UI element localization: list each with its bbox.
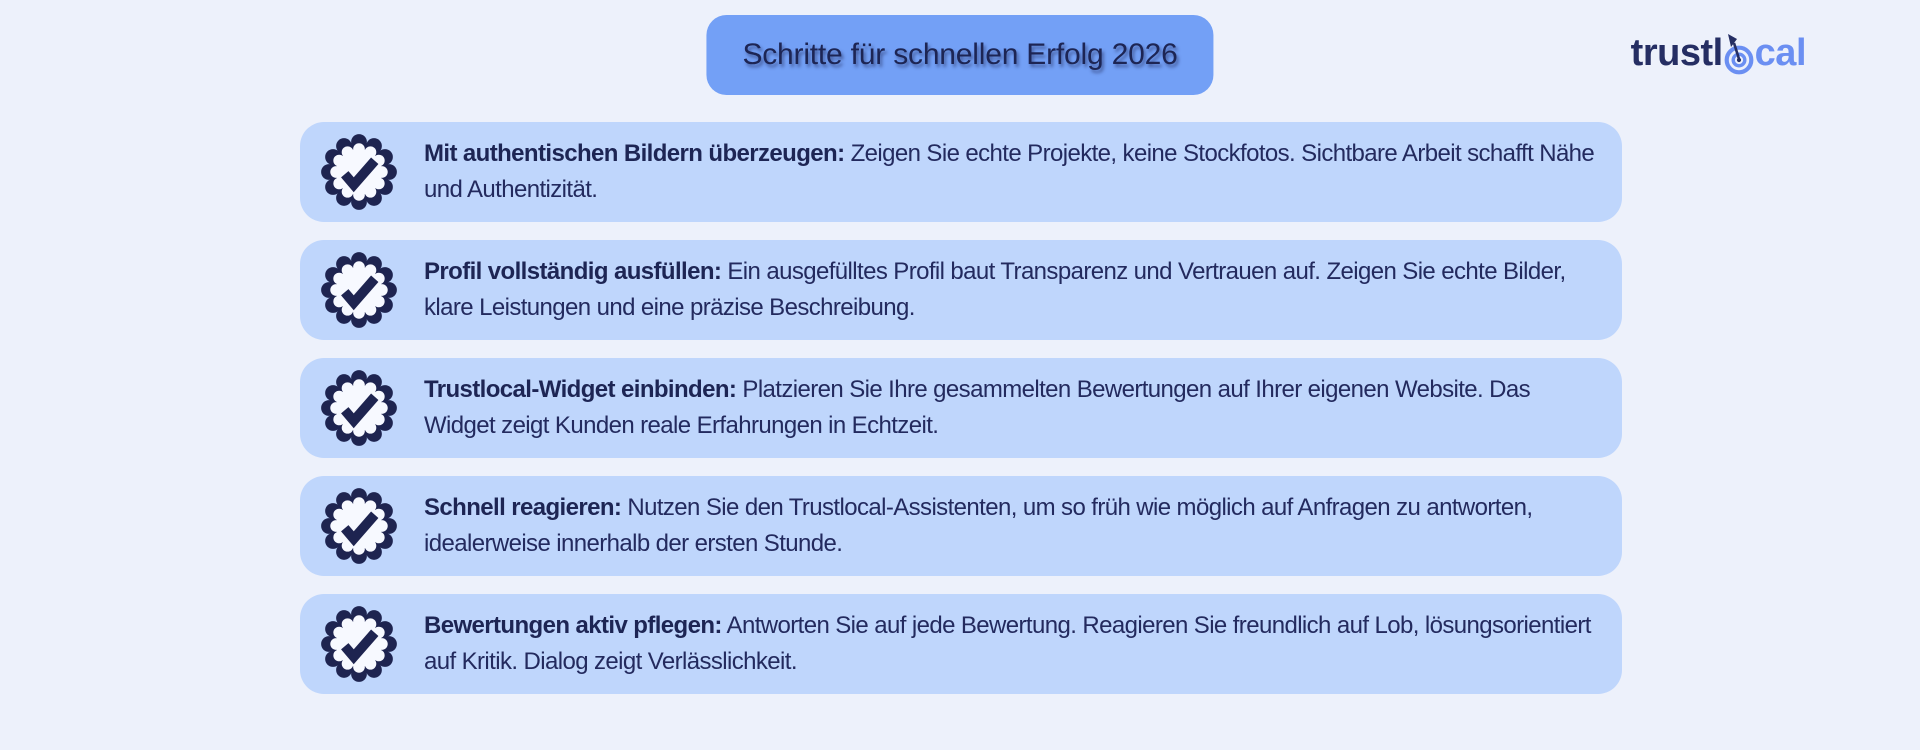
verified-badge-icon xyxy=(320,133,398,211)
tip-card-react-fast xyxy=(300,476,1622,576)
tip-description: Ein ausgefülltes Profil baut Transparenz und Vertrauen auf. Zeigen Sie echte Bilder, klare Leistungen und eine präzise Beschreibung. xyxy=(424,258,1566,321)
tip-description: Zeigen Sie echte Projekte, keine Stockfotos. Sichtbare Arbeit schafft Nähe und Authentizität. xyxy=(424,140,1595,203)
tip-text xyxy=(424,608,1604,680)
tip-text xyxy=(424,254,1604,326)
tip-card-widget xyxy=(300,358,1622,458)
tip-card-authentic-images xyxy=(300,122,1622,222)
tip-card-list xyxy=(300,122,1622,712)
tip-card-complete-profile xyxy=(300,240,1622,340)
page-title: Schritte für schnellen Erfolg 2026 xyxy=(742,38,1178,71)
title-banner xyxy=(706,15,1213,95)
tip-text xyxy=(424,136,1604,208)
verified-badge-icon xyxy=(320,251,398,329)
verified-badge-icon xyxy=(320,487,398,565)
logo-text-right: cal xyxy=(1754,32,1806,74)
tip-card-maintain-reviews xyxy=(300,594,1622,694)
tip-title: Trustlocal-Widget einbinden: xyxy=(424,376,737,403)
logo-text-left: trustl xyxy=(1630,32,1723,74)
tip-title: Profil vollständig ausfüllen: xyxy=(424,258,722,285)
tip-title: Mit authentischen Bildern überzeugen: xyxy=(424,140,845,167)
tip-title: Schnell reagieren: xyxy=(424,494,622,521)
tip-description: Platzieren Sie Ihre gesammelten Bewertungen auf Ihrer eigenen Website. Das Widget zeigt Kunden reale Erfahrungen in Echtzeit. xyxy=(424,376,1531,439)
tip-title: Bewertungen aktiv pflegen: xyxy=(424,612,722,639)
tip-description: Nutzen Sie den Trustlocal-Assistenten, um so früh wie möglich auf Anfragen zu antworten, idealerweise innerhalb der ersten Stunde. xyxy=(424,494,1533,557)
verified-badge-icon xyxy=(320,605,398,683)
brand-logo xyxy=(1631,32,1806,74)
tip-text xyxy=(424,490,1604,562)
tip-text xyxy=(424,372,1604,444)
tip-description: Antworten Sie auf jede Bewertung. Reagieren Sie freundlich auf Lob, lösungsorientiert auf Kritik. Dialog zeigt Verlässlichkeit. xyxy=(424,612,1591,675)
bullseye-icon xyxy=(1724,45,1754,75)
verified-badge-icon xyxy=(320,369,398,447)
